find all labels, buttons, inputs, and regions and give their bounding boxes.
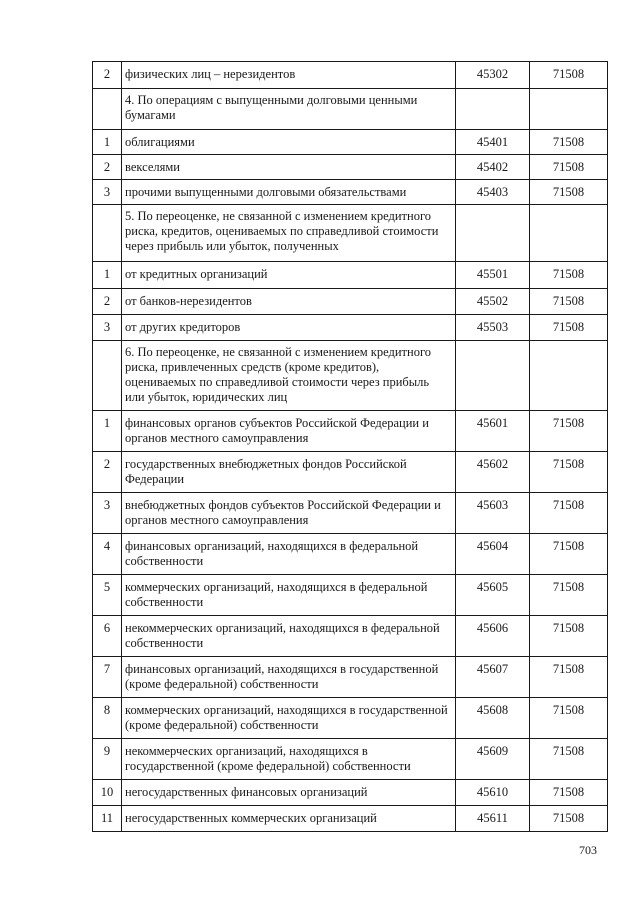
account-number-text: 45502 — [476, 294, 509, 308]
row-number-cell — [93, 289, 122, 315]
account-number-text — [456, 341, 529, 345]
row-description-cell — [122, 616, 456, 657]
row-description-text: от банков-нерезидентов — [125, 294, 252, 308]
symbol-code-text: 71508 — [552, 267, 585, 281]
row-number-text: 10 — [100, 785, 114, 799]
row-number-text: 2 — [103, 67, 111, 81]
section-row — [93, 89, 608, 130]
row-number-text: 2 — [103, 457, 111, 471]
table-row — [93, 575, 608, 616]
symbol-code-cell — [530, 315, 608, 341]
row-number-text: 1 — [103, 416, 111, 430]
row-description-text: 4. По операциям с выпущенными долговыми ценными бумагами — [125, 93, 418, 122]
symbol-code-text: 71508 — [552, 135, 585, 149]
table-row — [93, 315, 608, 341]
row-description-text: некоммерческих организаций, находящихся в федеральной собственности — [125, 621, 440, 650]
account-number-cell — [456, 62, 530, 89]
row-number-text: 1 — [103, 135, 111, 149]
row-number-text — [93, 205, 121, 209]
row-number-text: 1 — [103, 267, 111, 281]
row-description-text: коммерческих организаций, находящихся в федеральной собственности — [125, 580, 428, 609]
row-description-cell — [122, 780, 456, 806]
symbol-code-text: 71508 — [552, 580, 585, 594]
symbol-code-text: 71508 — [552, 811, 585, 825]
account-number-cell — [456, 698, 530, 739]
symbol-code-text: 71508 — [552, 416, 585, 430]
account-number-text: 45611 — [477, 811, 508, 825]
row-number-text: 8 — [103, 703, 111, 717]
row-description-cell — [122, 262, 456, 289]
table-row — [93, 657, 608, 698]
account-number-cell — [456, 739, 530, 780]
symbol-code-cell — [530, 739, 608, 780]
symbol-code-text: 71508 — [552, 67, 585, 81]
account-number-text: 45401 — [476, 135, 509, 149]
account-number-text: 45603 — [476, 498, 509, 512]
symbol-code-text: 71508 — [552, 744, 585, 758]
row-number-text: 2 — [103, 294, 111, 308]
section-row — [93, 341, 608, 411]
account-number-cell — [456, 534, 530, 575]
row-description-text: финансовых организаций, находящихся в федеральной собственности — [125, 539, 419, 568]
table-body — [93, 62, 608, 832]
account-number-cell — [456, 262, 530, 289]
account-number-cell — [456, 180, 530, 205]
account-number-text: 45608 — [476, 703, 509, 717]
symbol-code-cell — [530, 180, 608, 205]
row-description-cell — [122, 452, 456, 493]
row-number-cell — [93, 698, 122, 739]
table-row — [93, 780, 608, 806]
row-description-cell — [122, 62, 456, 89]
row-description-text: коммерческих организаций, находящихся в государственной (кроме федеральной) собственности — [125, 703, 448, 732]
symbol-code-cell — [530, 780, 608, 806]
row-number-text: 3 — [103, 498, 111, 512]
account-number-cell — [456, 616, 530, 657]
account-number-text: 45501 — [476, 267, 509, 281]
symbol-code-cell — [530, 89, 608, 130]
row-number-text: 7 — [103, 662, 111, 676]
table-row — [93, 411, 608, 452]
row-number-cell — [93, 616, 122, 657]
symbol-code-cell — [530, 575, 608, 616]
symbol-code-cell — [530, 289, 608, 315]
table-row — [93, 62, 608, 89]
row-number-cell — [93, 130, 122, 155]
symbol-code-text — [530, 341, 607, 345]
symbol-code-text: 71508 — [552, 320, 585, 334]
table-row — [93, 534, 608, 575]
row-description-text: облигациями — [125, 135, 195, 149]
row-description-cell — [122, 575, 456, 616]
account-number-text — [456, 89, 529, 93]
symbol-code-text: 71508 — [552, 621, 585, 635]
row-description-cell — [122, 657, 456, 698]
symbol-code-cell — [530, 534, 608, 575]
row-number-text: 9 — [103, 744, 111, 758]
row-description-cell — [122, 534, 456, 575]
symbol-code-text — [530, 205, 607, 209]
row-description-text: финансовых организаций, находящихся в государственной (кроме федеральной) собственности — [125, 662, 439, 691]
symbol-code-cell — [530, 616, 608, 657]
account-number-cell — [456, 89, 530, 130]
row-description-cell — [122, 739, 456, 780]
table-row — [93, 289, 608, 315]
row-number-text: 11 — [100, 811, 114, 825]
row-description-text: внебюджетных фондов субъектов Российской Федерации и органов местного самоуправления — [125, 498, 441, 527]
row-description-text: негосударственных финансовых организаций — [125, 785, 368, 799]
row-number-cell — [93, 62, 122, 89]
symbol-code-text: 71508 — [552, 662, 585, 676]
row-description-text: некоммерческих организаций, находящихся в государственной (кроме федеральной) собственности — [125, 744, 411, 773]
row-description-cell — [122, 89, 456, 130]
row-number-cell — [93, 493, 122, 534]
page-number: 703 — [579, 843, 597, 857]
account-number-text: 45606 — [476, 621, 509, 635]
symbol-code-cell — [530, 698, 608, 739]
symbol-code-cell — [530, 411, 608, 452]
row-description-text: государственных внебюджетных фондов Российской Федерации — [125, 457, 407, 486]
account-number-cell — [456, 806, 530, 832]
symbol-code-cell — [530, 452, 608, 493]
account-number-text: 45402 — [476, 160, 509, 174]
account-number-cell — [456, 575, 530, 616]
symbol-code-text: 71508 — [552, 785, 585, 799]
row-number-text: 3 — [103, 320, 111, 334]
account-number-text: 45607 — [476, 662, 509, 676]
symbol-code-text: 71508 — [552, 294, 585, 308]
row-number-cell — [93, 780, 122, 806]
row-description-cell — [122, 806, 456, 832]
row-number-cell — [93, 205, 122, 262]
table-row — [93, 698, 608, 739]
account-number-cell — [456, 411, 530, 452]
account-number-text — [456, 205, 529, 209]
account-number-cell — [456, 130, 530, 155]
account-number-cell — [456, 493, 530, 534]
row-description-text: от кредитных организаций — [125, 267, 268, 281]
row-description-cell — [122, 341, 456, 411]
row-description-text: векселями — [125, 160, 180, 174]
row-number-cell — [93, 739, 122, 780]
row-description-text: 6. По переоценке, не связанной с изменением кредитного риска, привлеченных средств (кроме кредитов), оцениваемых по справедливой стоимости через прибыль или убыток, юридических лиц — [125, 345, 432, 404]
row-description-cell — [122, 289, 456, 315]
account-number-text: 45302 — [476, 67, 509, 81]
table-row — [93, 493, 608, 534]
row-description-cell — [122, 180, 456, 205]
table-row — [93, 262, 608, 289]
account-number-text: 45609 — [476, 744, 509, 758]
account-number-cell — [456, 155, 530, 180]
account-number-text: 45602 — [476, 457, 509, 471]
table-row — [93, 180, 608, 205]
account-number-cell — [456, 780, 530, 806]
row-number-cell — [93, 180, 122, 205]
symbol-code-cell — [530, 657, 608, 698]
row-number-cell — [93, 534, 122, 575]
row-number-cell — [93, 806, 122, 832]
symbol-code-text: 71508 — [552, 539, 585, 553]
symbol-code-cell — [530, 62, 608, 89]
table-row — [93, 739, 608, 780]
symbol-code-text: 71508 — [552, 160, 585, 174]
row-description-cell — [122, 315, 456, 341]
row-description-cell — [122, 493, 456, 534]
symbol-code-text: 71508 — [552, 185, 585, 199]
row-number-text: 3 — [103, 185, 111, 199]
row-description-cell — [122, 155, 456, 180]
symbol-code-cell — [530, 262, 608, 289]
row-description-cell — [122, 698, 456, 739]
row-description-cell — [122, 411, 456, 452]
row-number-text: 5 — [103, 580, 111, 594]
symbol-code-text — [530, 89, 607, 93]
symbol-code-cell — [530, 155, 608, 180]
row-number-cell — [93, 341, 122, 411]
row-number-text: 6 — [103, 621, 111, 635]
account-number-cell — [456, 289, 530, 315]
symbol-code-cell — [530, 130, 608, 155]
account-number-text: 45403 — [476, 185, 509, 199]
row-number-cell — [93, 315, 122, 341]
symbol-code-cell — [530, 806, 608, 832]
row-description-cell — [122, 130, 456, 155]
row-description-text: от других кредиторов — [125, 320, 241, 334]
row-number-text — [93, 341, 121, 345]
symbol-code-cell — [530, 205, 608, 262]
row-number-text: 2 — [103, 160, 111, 174]
account-number-cell — [456, 315, 530, 341]
row-number-text: 4 — [103, 539, 111, 553]
row-number-cell — [93, 155, 122, 180]
row-description-text: прочими выпущенными долговыми обязательствами — [125, 185, 407, 199]
table-row — [93, 616, 608, 657]
row-number-text — [93, 89, 121, 93]
symbol-code-cell — [530, 341, 608, 411]
row-description-text: 5. По переоценке, не связанной с изменением кредитного риска, кредитов, оцениваемых по справедливой стоимости через прибыль или убыток, полученных — [125, 209, 439, 253]
row-description-text: негосударственных коммерческих организаций — [125, 811, 377, 825]
account-number-text: 45610 — [476, 785, 509, 799]
row-description-text: физических лиц – нерезидентов — [125, 67, 296, 81]
symbol-code-text: 71508 — [552, 498, 585, 512]
account-number-text: 45604 — [476, 539, 509, 553]
row-number-cell — [93, 452, 122, 493]
account-number-text: 45605 — [476, 580, 509, 594]
row-description-cell — [122, 205, 456, 262]
row-number-cell — [93, 575, 122, 616]
account-number-text: 45503 — [476, 320, 509, 334]
row-number-cell — [93, 89, 122, 130]
account-number-cell — [456, 657, 530, 698]
row-number-cell — [93, 411, 122, 452]
account-number-cell — [456, 452, 530, 493]
symbol-code-text: 71508 — [552, 703, 585, 717]
table-row — [93, 452, 608, 493]
symbol-code-text: 71508 — [552, 457, 585, 471]
accounts-table — [92, 61, 608, 832]
account-number-cell — [456, 205, 530, 262]
row-description-text: финансовых органов субъектов Российской Федерации и органов местного самоуправления — [125, 416, 429, 445]
row-number-cell — [93, 262, 122, 289]
table-row — [93, 155, 608, 180]
section-row — [93, 205, 608, 262]
symbol-code-cell — [530, 493, 608, 534]
table-row — [93, 130, 608, 155]
table-row — [93, 806, 608, 832]
account-number-cell — [456, 341, 530, 411]
account-number-text: 45601 — [476, 416, 509, 430]
row-number-cell — [93, 657, 122, 698]
